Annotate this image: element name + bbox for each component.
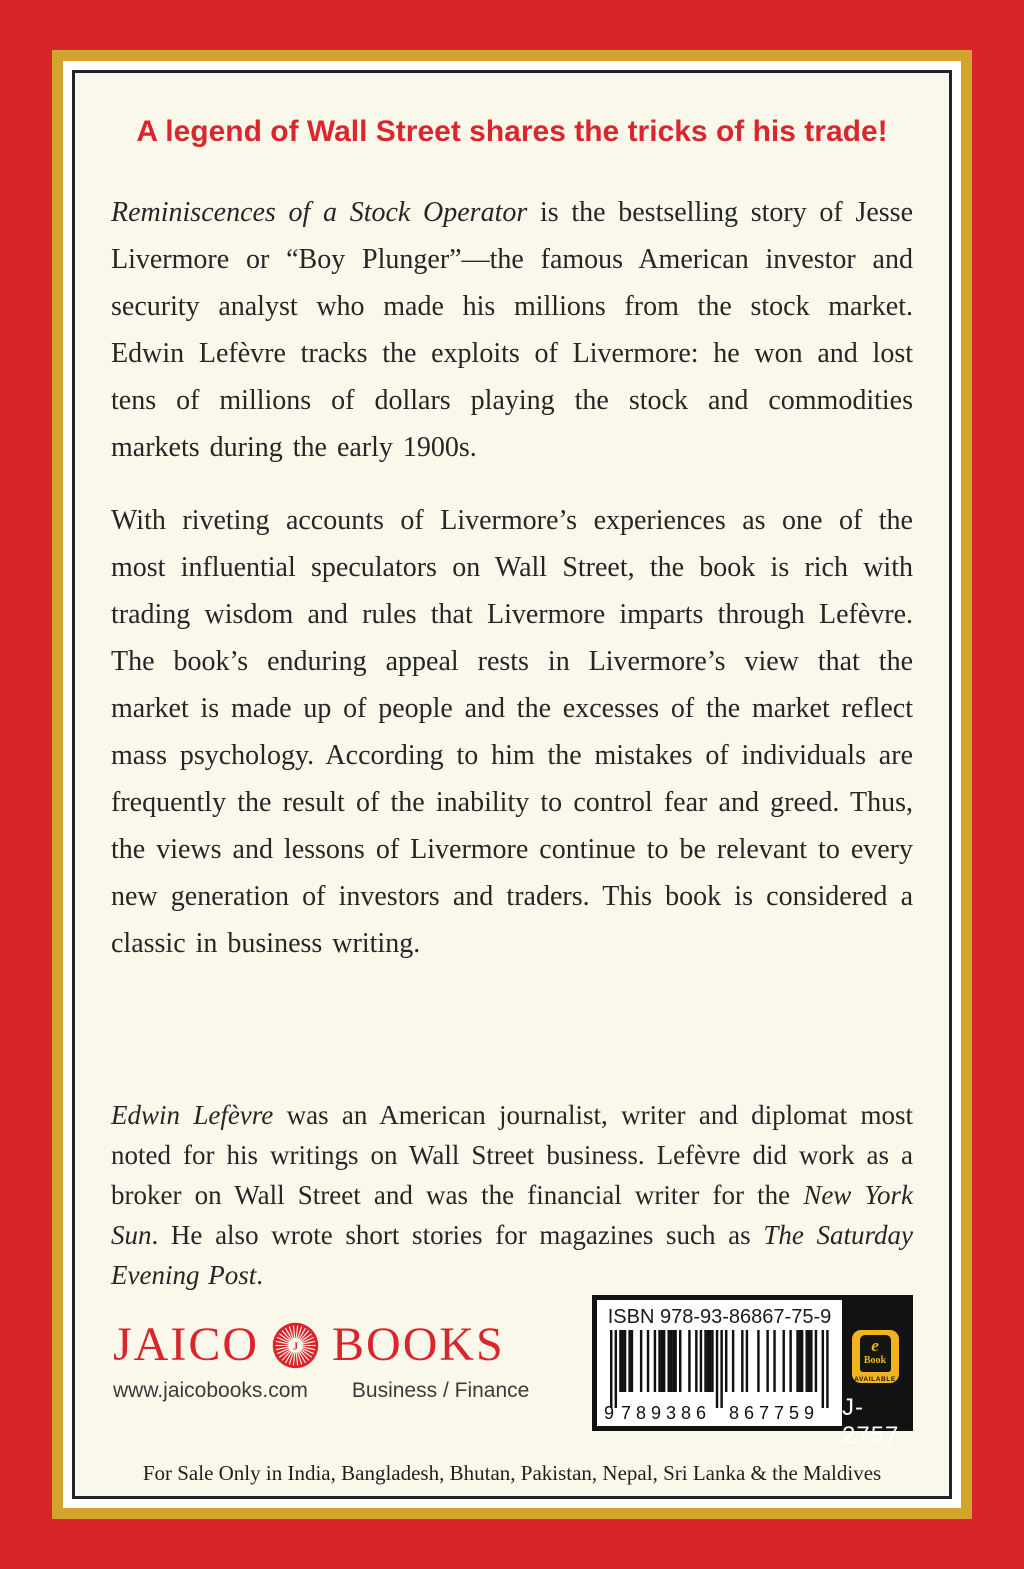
publisher-block (113, 1318, 530, 1403)
barcode-digit-first: 9 (603, 1403, 614, 1423)
ebook-book-word: Book (863, 1355, 887, 1366)
barcode-bars (603, 1330, 829, 1424)
sale-restriction-notice: For Sale Only in India, Bangladesh, Bhutan, Pakistan, Nepal, Sri Lanka & the Maldives (142, 1461, 882, 1485)
publisher-code: J-2757 (842, 1394, 900, 1449)
synopsis-paragraph-1: Reminiscences of a Stock Operator is the bestselling story of Jesse Livermore or “Boy Plunger”—the famous American investor and security analyst who made his millions from the stock market. Edwin Lefèvre tracks the exploits of Livermore: he won and lost tens of millions of dollars playing the stock and commodities markets during the early 1900s. (111, 197, 913, 463)
footer-row (111, 1295, 913, 1449)
ebook-available-label: AVAILABLE (854, 1376, 896, 1383)
ebook-e-letter: e (871, 1336, 879, 1355)
jaico-books-logo (113, 1318, 529, 1371)
logo-word-jaico: JAICO (113, 1318, 260, 1371)
white-inner-border (63, 61, 961, 1508)
barcode-bars-icon (610, 1330, 829, 1408)
author-bio: Edwin Lefèvre was an American journalist, writer and diplomat most noted for his writings on Wall Street business. Lefèvre did work as a broker on Wall Street and was the financial writer for the New York Sun. He also wrote short stories for magazines such as The Saturday Evening Post. (111, 1100, 913, 1290)
barcode-digits-left: 789386 (620, 1403, 712, 1423)
synopsis-paragraph-2: With riveting accounts of Livermore’s experiences as one of the most influential speculators on Wall Street, the book is rich with trading wisdom and rules that Livermore imparts through Lefèvre. The book’s enduring appeal rests in Livermore’s view that the market is made up of people and the excesses of the market reflect mass psychology. According to him the mistakes of individuals are frequently the result of the inability to control fear and greed. Thus, the views and lessons of Livermore continue to be relevant to every new generation of investors and traders. This book is considered a classic in business writing. (111, 505, 913, 959)
barcode-side-panel (842, 1300, 908, 1449)
logo-word-books: BOOKS (332, 1318, 505, 1371)
tagline-headline: A legend of Wall Street shares the tricks of his trade! (136, 115, 888, 148)
jaico-sun-emblem-icon (272, 1322, 319, 1369)
barcode-block (592, 1295, 913, 1449)
emblem-letter: J (292, 1340, 299, 1352)
ebook-book-glyph (860, 1335, 891, 1372)
isbn-label: ISBN 978-93-86867-75-9 (607, 1306, 832, 1328)
content-panel (72, 70, 952, 1499)
publisher-subline (113, 1379, 529, 1403)
publisher-website: www.jaicobooks.com (113, 1379, 308, 1402)
barcode-digits-right: 867759 (728, 1403, 820, 1423)
book-category: Business / Finance (351, 1379, 530, 1402)
ebook-available-icon (852, 1330, 899, 1383)
barcode-panel (597, 1300, 842, 1426)
gold-frame-border (52, 50, 972, 1519)
